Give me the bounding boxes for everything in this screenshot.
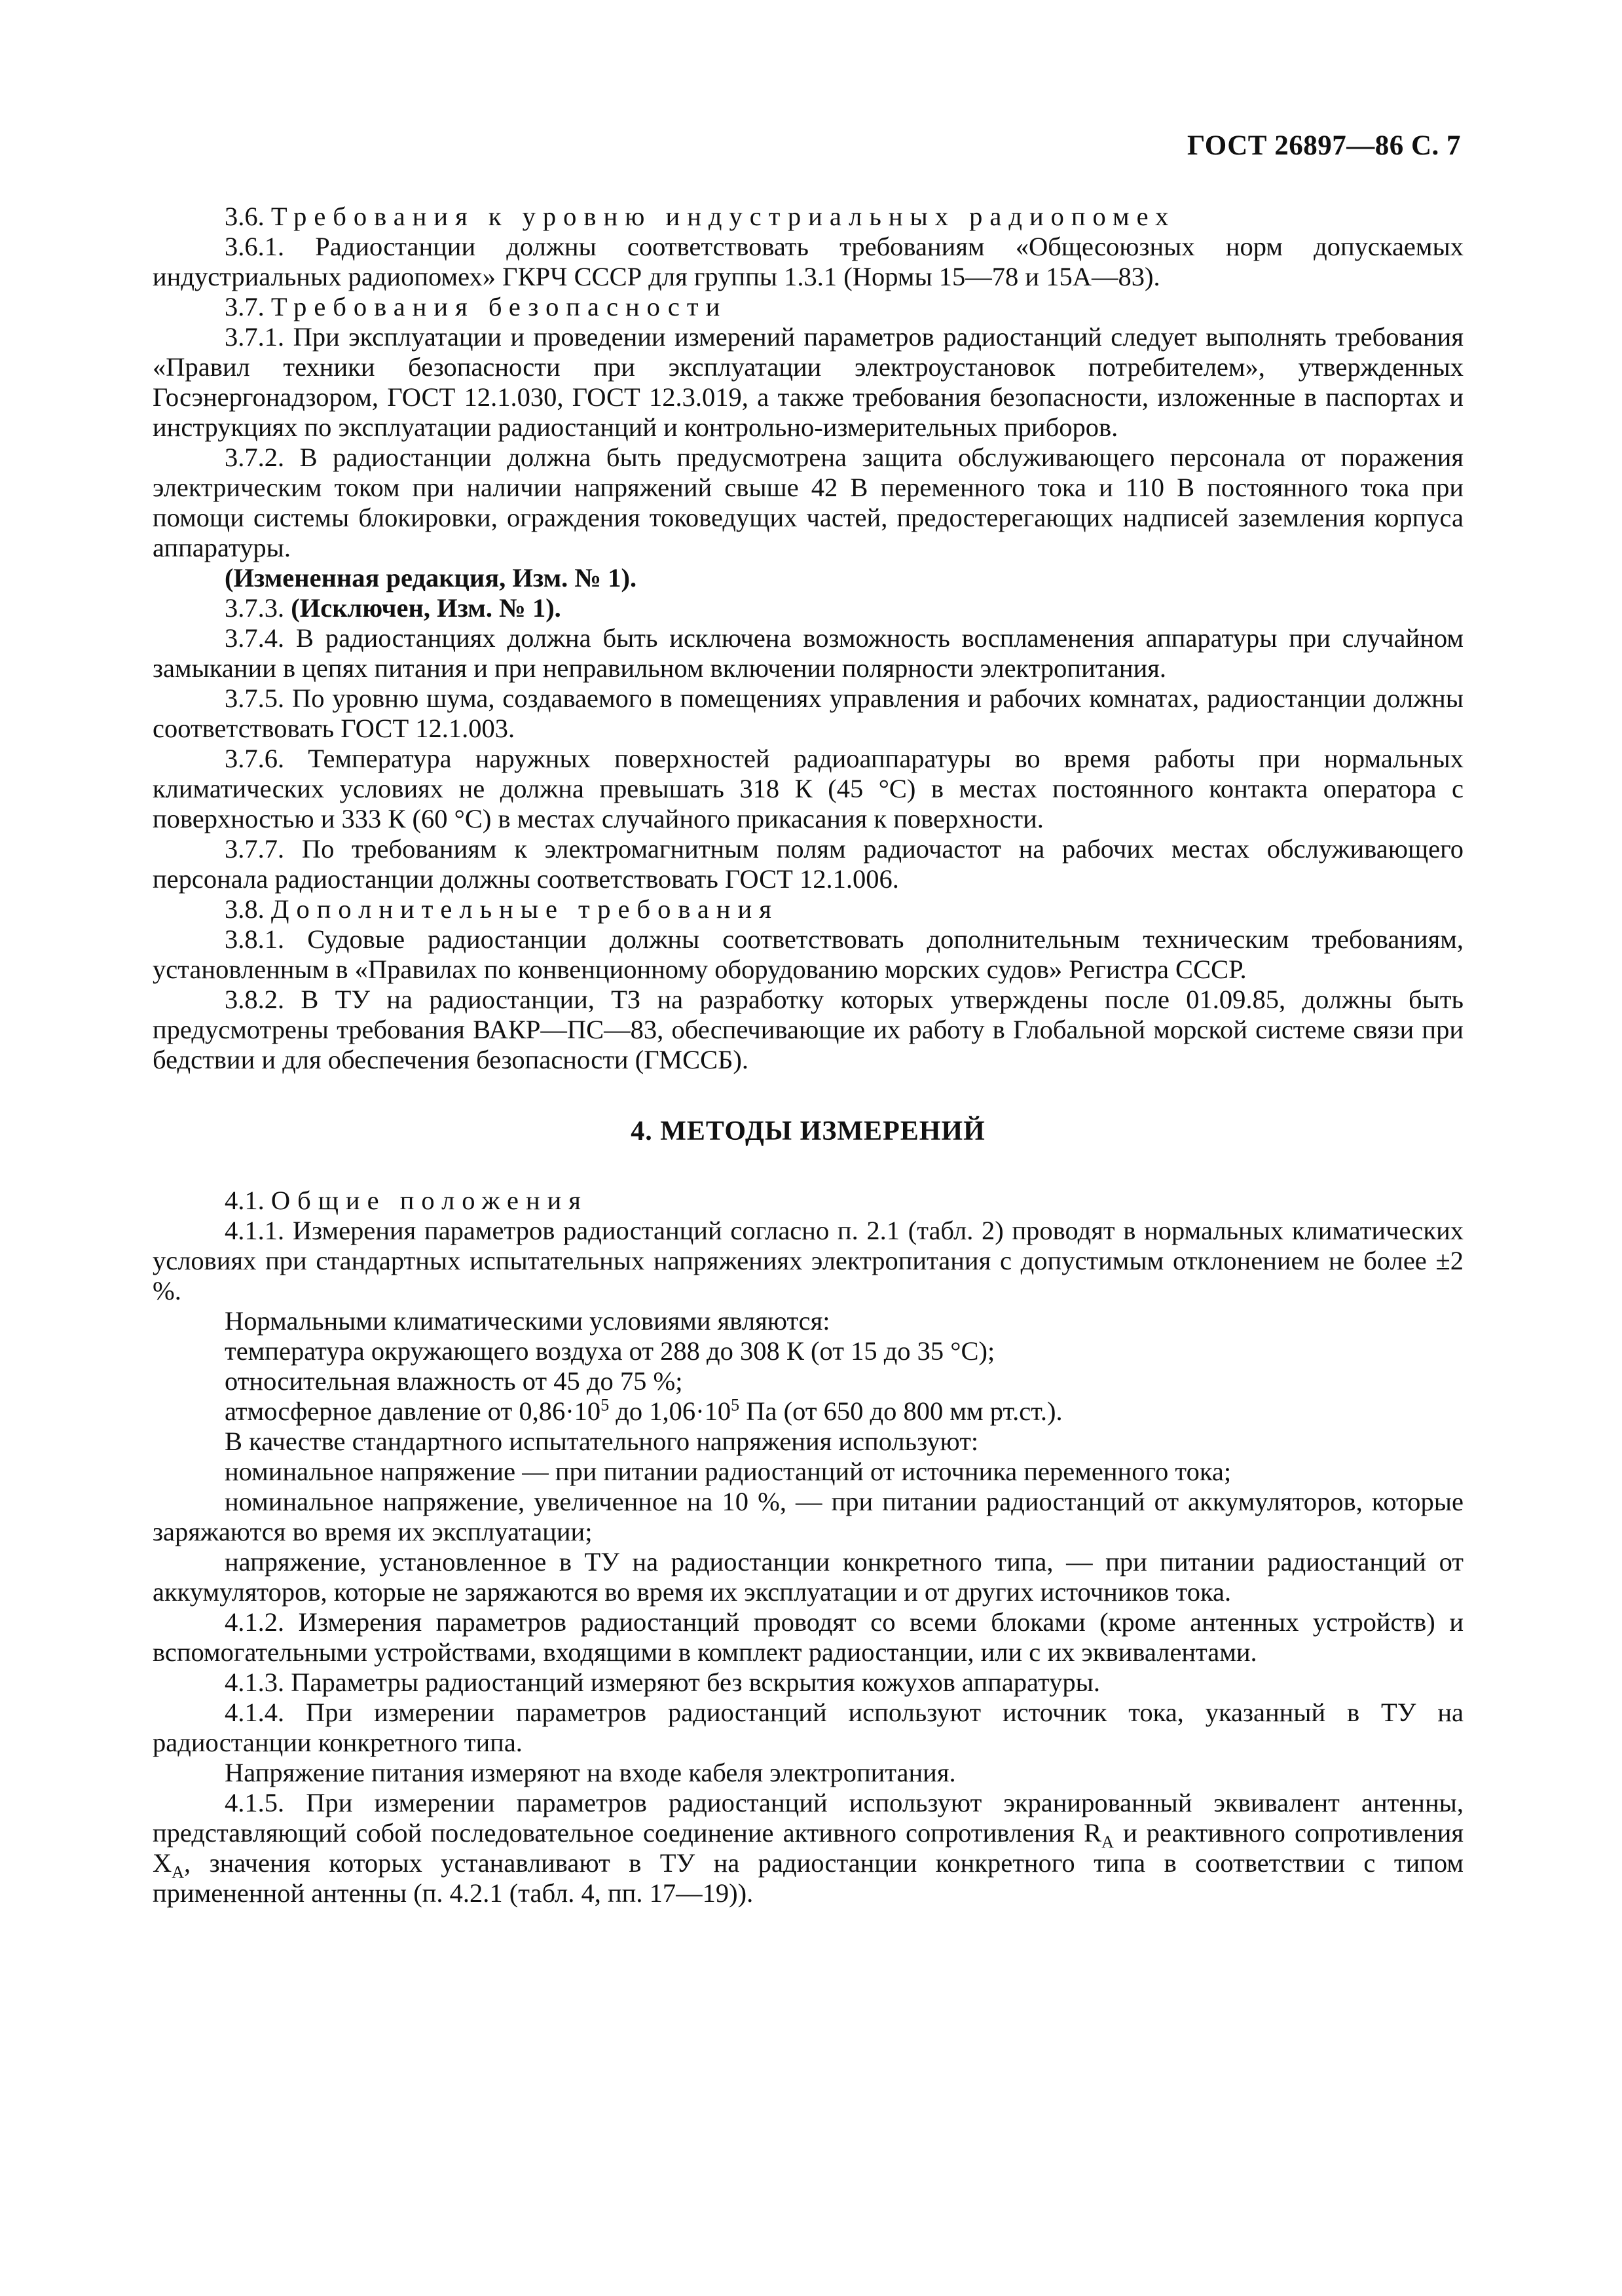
- page-header: ГОСТ 26897—86 С. 7: [1187, 130, 1461, 161]
- voltage-intro: В качестве стандартного испытательного напряжения используют:: [225, 1427, 979, 1456]
- normal-conditions-intro: Нормальными климатическими условиями являются:: [225, 1306, 830, 1336]
- subsection-title: Дополнительные требования: [270, 894, 779, 924]
- clause-text: и реактивного сопротивления X: [153, 1818, 1464, 1878]
- document-body: [153, 202, 1464, 1908]
- clause-3-7-6: 3.7.6. Температура наружных поверхностей радиоаппаратуры во время работы при нормальных климатических условиях не должна превышать 318 К (45 °С) в местах постоянного контакта оператора с поверхностью и 333 К (60 °С) в местах случайного прикасания к поверхности.: [153, 744, 1464, 833]
- pressure-text: до 1,06·10: [609, 1396, 731, 1426]
- clause-number: 3.8.: [225, 894, 271, 924]
- subsection-title: Требования безопасности: [270, 292, 728, 321]
- clause-number: 4.1.: [225, 1186, 271, 1215]
- clause-4-1-4: 4.1.4. При измерении параметров радиостанций используют источник тока, указанный в ТУ на радиостанции конкретного типа.: [153, 1698, 1464, 1757]
- voltage-item: номинальное напряжение — при питании радиостанций от источника переменного тока;: [225, 1457, 1232, 1486]
- pressure-text: атмосферное давление от 0,86·10: [225, 1396, 601, 1426]
- clause-3-7-2: 3.7.2. В радиостанции должна быть предусмотрена защита обслуживающего персонала от поражения электрическим током при наличии напряжений свыше 42 В переменного тока и 110 В постоянного тока при помощи системы блокировки, ограждения токоведущих частей, предостерегающих надписей заземления корпуса аппаратуры.: [153, 443, 1464, 562]
- clause-3-8-title: [153, 894, 1464, 924]
- clause-text: , значения которых устанавливают в ТУ на радиостанции конкретного типа в соответствии с типом примененной антенны (п. 4.2.1 (табл. 4, пп. 17—19)).: [153, 1848, 1464, 1908]
- subscript: A: [172, 1863, 185, 1882]
- subsection-title: Требования к уровню индустриальных радиопомех: [270, 202, 1176, 231]
- clause-4-1-3: 4.1.3. Параметры радиостанций измеряют без вскрытия кожухов аппаратуры.: [225, 1667, 1100, 1697]
- section-4-heading: 4. МЕТОДЫ ИЗМЕРЕНИЙ: [631, 1116, 986, 1146]
- clause-number: 3.7.: [225, 292, 271, 321]
- voltage-item: напряжение, установленное в ТУ на радиостанции конкретного типа, — при питании радиостанций от аккумуляторов, которые не заряжаются во время их эксплуатации и от других источников тока.: [153, 1547, 1464, 1607]
- amendment-note: (Измененная редакция, Изм. № 1).: [225, 563, 637, 592]
- clause-4-1-title: [153, 1186, 1464, 1216]
- clause-4-1-1: 4.1.1. Измерения параметров радиостанций согласно п. 2.1 (табл. 2) проводят в нормальных климатических условиях при стандартных испытательных напряжениях электропитания с допустимым отклонением не более ±2 %.: [153, 1216, 1464, 1305]
- clause-4-1-2: 4.1.2. Измерения параметров радиостанций проводят со всеми блоками (кроме антенных устройств) и вспомогательными устройствами, входящими в комплект радиостанции, или с их эквивалентами.: [153, 1607, 1464, 1667]
- clause-3-7-5: 3.7.5. По уровню шума, создаваемого в помещениях управления и рабочих комнатах, радиостанции должны соответствовать ГОСТ 12.1.003.: [153, 683, 1464, 743]
- supply-voltage-note: Напряжение питания измеряют на входе кабеля электропитания.: [225, 1758, 956, 1787]
- exponent: 5: [600, 1395, 610, 1415]
- clause-3-6-title: [153, 202, 1464, 232]
- voltage-item: номинальное напряжение, увеличенное на 10 %, — при питании радиостанций от аккумуляторов, которые заряжаются во время их эксплуатации;: [153, 1487, 1464, 1546]
- condition-temperature: температура окружающего воздуха от 288 до 308 К (от 15 до 35 °С);: [225, 1336, 995, 1366]
- excluded-note: (Исключен, Изм. № 1).: [291, 593, 561, 623]
- subsection-title: Общие положения: [270, 1186, 588, 1215]
- subscript: A: [1101, 1832, 1114, 1852]
- clause-3-7-7: 3.7.7. По требованиям к электромагнитным полям радиочастот на рабочих местах обслуживающего персонала радиостанции должны соответствовать ГОСТ 12.1.006.: [153, 834, 1464, 894]
- clause-3-8-1: 3.8.1. Судовые радиостанции должны соответствовать дополнительным техническим требованиям, установленным в «Правилах по конвенционному оборудованию морских судов» Регистра СССР.: [153, 924, 1464, 984]
- clause-3-8-2: 3.8.2. В ТУ на радиостанции, ТЗ на разработку которых утверждены после 01.09.85, должны быть предусмотрены требования ВАКР—ПС—83, обеспечивающие их работу в Глобальной морской системе связи при бедствии и для обеспечения безопасности (ГМССБ).: [153, 985, 1464, 1074]
- condition-humidity: относительная влажность от 45 до 75 %;: [225, 1366, 683, 1396]
- clause-3-7-4: 3.7.4. В радиостанциях должна быть исключена возможность воспламенения аппаратуры при случайном замыкании в цепях питания и при неправильном включении полярности электропитания.: [153, 623, 1464, 683]
- clause-number: 3.7.3.: [225, 593, 291, 623]
- clause-text: 4.1.5. При измерении параметров радиостанций используют экранированный эквивалент антенны, представляющий собой последовательное соединение активного сопротивления R: [153, 1788, 1464, 1848]
- condition-pressure: [153, 1396, 1464, 1427]
- clause-number: 3.6.: [225, 202, 271, 231]
- clause-3-6-1: 3.6.1. Радиостанции должны соответствовать требованиям «Общесоюзных норм допускаемых индустриальных радиопомех» ГКРЧ СССР для группы 1.3.1 (Нормы 15—78 и 15А—83).: [153, 232, 1464, 291]
- clause-3-7-1: 3.7.1. При эксплуатации и проведении измерений параметров радиостанций следует выполнять требования «Правил техники безопасности при эксплуатации электроустановок потребителем», утвержденных Госэнергонадзором, ГОСТ 12.1.030, ГОСТ 12.3.019, а также требования безопасности, изложенные в паспортах и инструкциях по эксплуатации радиостанций и контрольно-измерительных приборов.: [153, 322, 1464, 442]
- clause-3-7-title: [153, 292, 1464, 322]
- clause-3-7-3: [153, 593, 1464, 623]
- pressure-text: Па (от 650 до 800 мм рт.ст.).: [739, 1396, 1063, 1426]
- clause-4-1-5: [153, 1788, 1464, 1908]
- exponent: 5: [731, 1395, 740, 1415]
